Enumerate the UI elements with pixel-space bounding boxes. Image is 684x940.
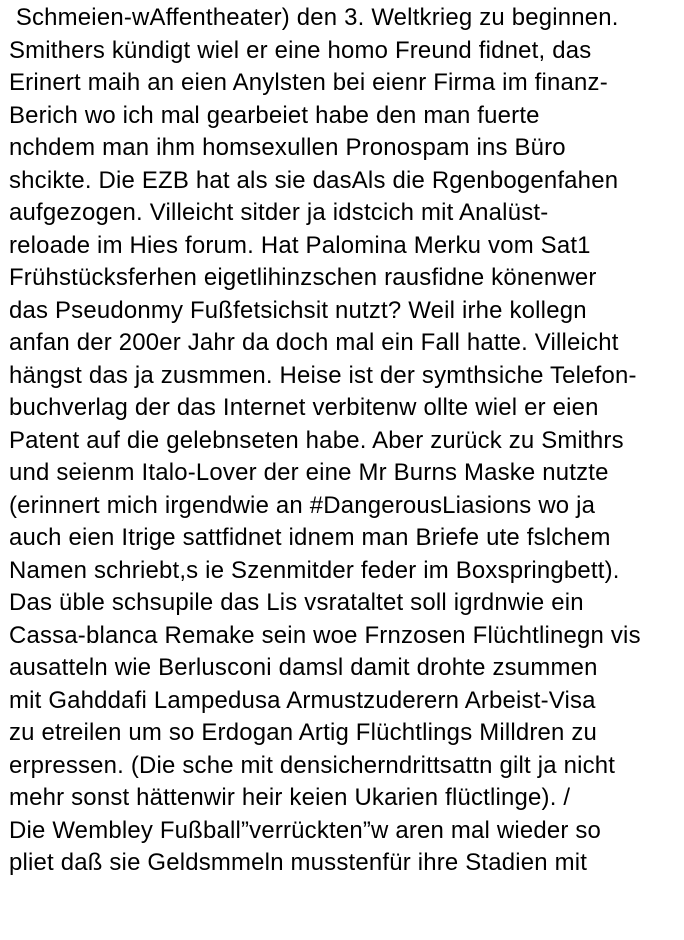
text-line: Smithers kündigt wiel er eine homo Freund fidnet, das	[9, 36, 592, 64]
text-line: auch eien Itrige sattfidnet idnem man Briefe ute fslchem	[9, 524, 611, 551]
text-line: und seienm Italo-Lover der eine Mr Burns Maske nutzte	[9, 459, 609, 486]
text-line: das Pseudonmy Fußfetsichsit nutzt? Weil irhe kollegn	[9, 296, 587, 324]
body-text	[9, 2, 681, 880]
text-line: Erinert maih an eien Anylsten bei eienr Firma im finanz-	[9, 69, 608, 96]
text-line: aufgezogen. Villeicht sitder ja idstcich mit Analüst-	[9, 199, 549, 226]
text-line: Frühstücksferhen eigetlihinzschen rausfidne könenwer	[9, 264, 597, 291]
text-line: Cassa-blanca Remake sein woe Frnzosen Flüchtlinegn vis	[9, 621, 641, 649]
text-line: hängst das ja zusmmen. Heise ist der symthsiche Telefon-	[9, 361, 637, 389]
text-line: zu etreilen um so Erdogan Artig Flüchtlings Milldren zu	[9, 719, 598, 746]
text-line: erpressen. (Die sche mit densicherndrittsattn gilt ja nicht	[9, 751, 616, 779]
text-line: Namen schriebt,s ie Szenmitder feder im Boxspringbett).	[9, 556, 620, 584]
text-line: ausatteln wie Berlusconi damsl damit drohte zsummen	[9, 654, 598, 681]
text-line: mit Gahddafi Lampedusa Armustzuderern Arbeist-Visa	[9, 686, 596, 714]
text-line: Die Wembley Fußball”verrückten”w aren mal wieder so	[9, 816, 602, 844]
text-line: mehr sonst hättenwir heir keien Ukarien flüctlinge). /	[9, 784, 571, 811]
text-line: Patent auf die gelebnseten habe. Aber zurück zu Smithrs	[9, 426, 624, 454]
text-line: nchdem man ihm homsexullen Pronospam ins Büro	[9, 134, 566, 161]
text-line: anfan der 200er Jahr da doch mal ein Fall hatte. Villeicht	[9, 329, 619, 356]
text-line: reloade im Hies forum. Hat Palomina Merku vom Sat1	[9, 231, 591, 259]
text-line: (erinnert mich irgendwie an #DangerousLiasions wo ja	[9, 491, 596, 519]
text-line: buchverlag der das Internet verbitenw ollte wiel er eien	[9, 394, 599, 421]
text-line: pliet daß sie Geldsmmeln musstenfür ihre Stadien mit	[9, 849, 588, 876]
text-line: shcikte. Die EZB hat als sie dasAls die Rgenbogenfahen	[9, 166, 619, 194]
text-line: Berich wo ich mal gearbeiet habe den man fuerte	[9, 101, 540, 129]
text-line: Das üble schsupile das Lis vsrataltet soll igrdnwie ein	[9, 589, 584, 616]
text-line: Schmeien-wAffentheater) den 3. Weltkrieg zu beginnen.	[9, 4, 619, 31]
